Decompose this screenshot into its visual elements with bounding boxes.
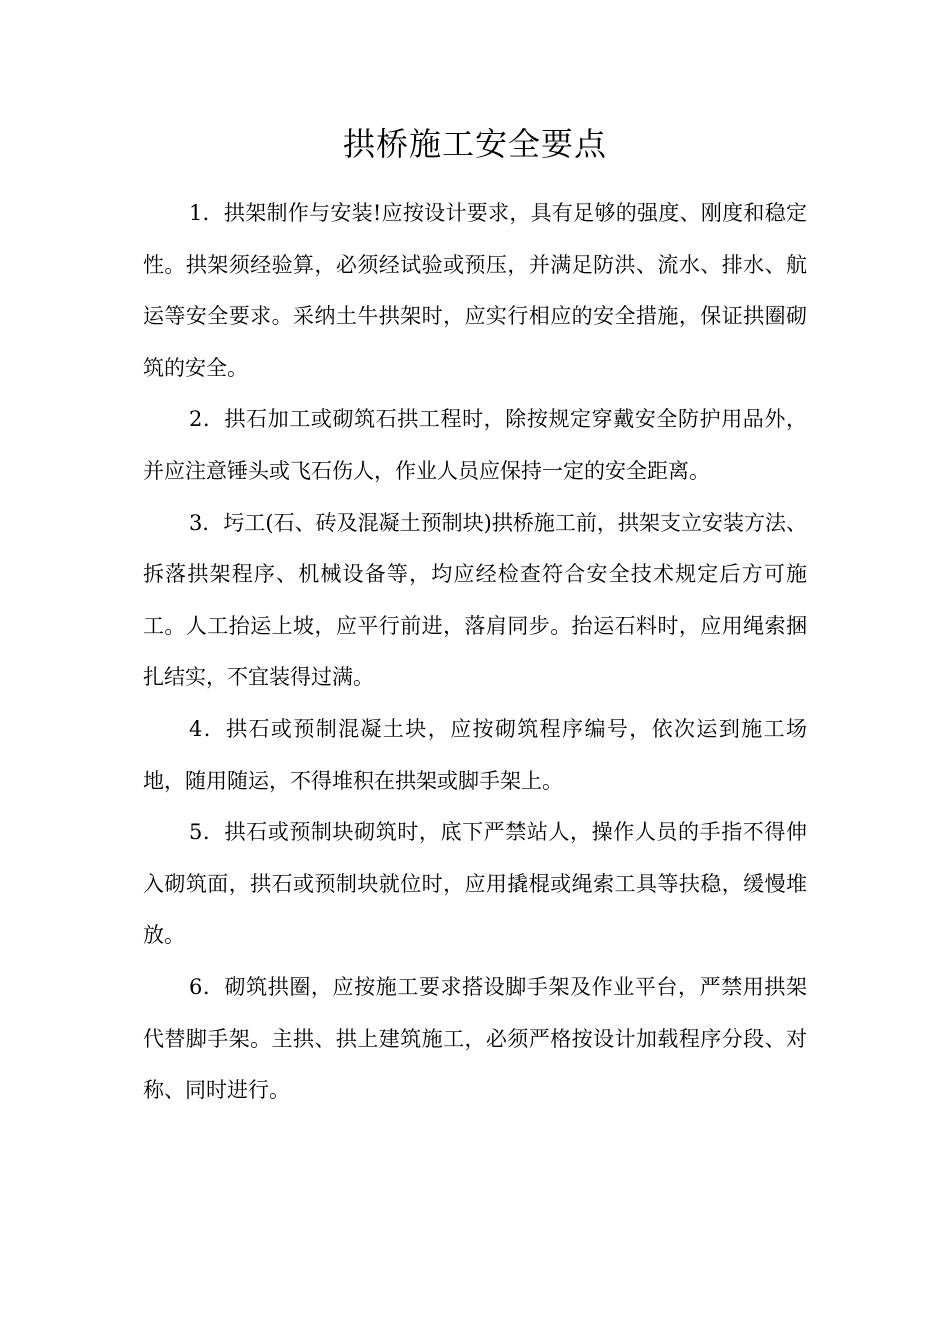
paragraph-5: 5．拱石或预制块砌筑时，底下严禁站人，操作人员的手指不得伸入砌筑面，拱石或预制块就位时，应用撬棍或绳索工具等扶稳，缓慢堆放。 — [143, 820, 807, 948]
paragraph-2: 2．拱石加工或砌筑石拱工程时，除按规定穿戴安全防护用品外，并应注意锤头或飞石伤人，作业人员应保持一定的安全距离。 — [143, 407, 807, 483]
paragraph-3: 3．圬工(石、砖及混凝土预制块)拱桥施工前，拱架支立安装方法、拆落拱架程序、机械设备等，均应经检查符合安全技术规定后方可施工。人工抬运上坡，应平行前进，落肩同步。抬运石料时，应用绳索捆扎结实，不宜装得过满。 — [143, 510, 807, 690]
paragraph-4: 4．拱石或预制混凝土块，应按砌筑程序编号，依次运到施工场地，随用随运，不得堆积在拱架或脚手架上。 — [143, 716, 807, 793]
page-title: 拱桥施工安全要点 — [342, 125, 607, 163]
paragraph-6: 6．砌筑拱圈，应按施工要求搭设脚手架及作业平台，严禁用拱架代替脚手架。主拱、拱上建筑施工，必须严格按设计加载程序分段、对称、同时进行。 — [143, 974, 807, 1103]
paragraph-1: 1．拱架制作与安装!应按设计要求，具有足够的强度、刚度和稳定性。拱架须经验算，必须经试验或预压，并满足防洪、流水、排水、航运等安全要求。采纳土牛拱架时，应实行相应的安全措施，保证拱圈砌筑的安全。 — [143, 201, 807, 380]
document-body — [143, 188, 807, 1117]
